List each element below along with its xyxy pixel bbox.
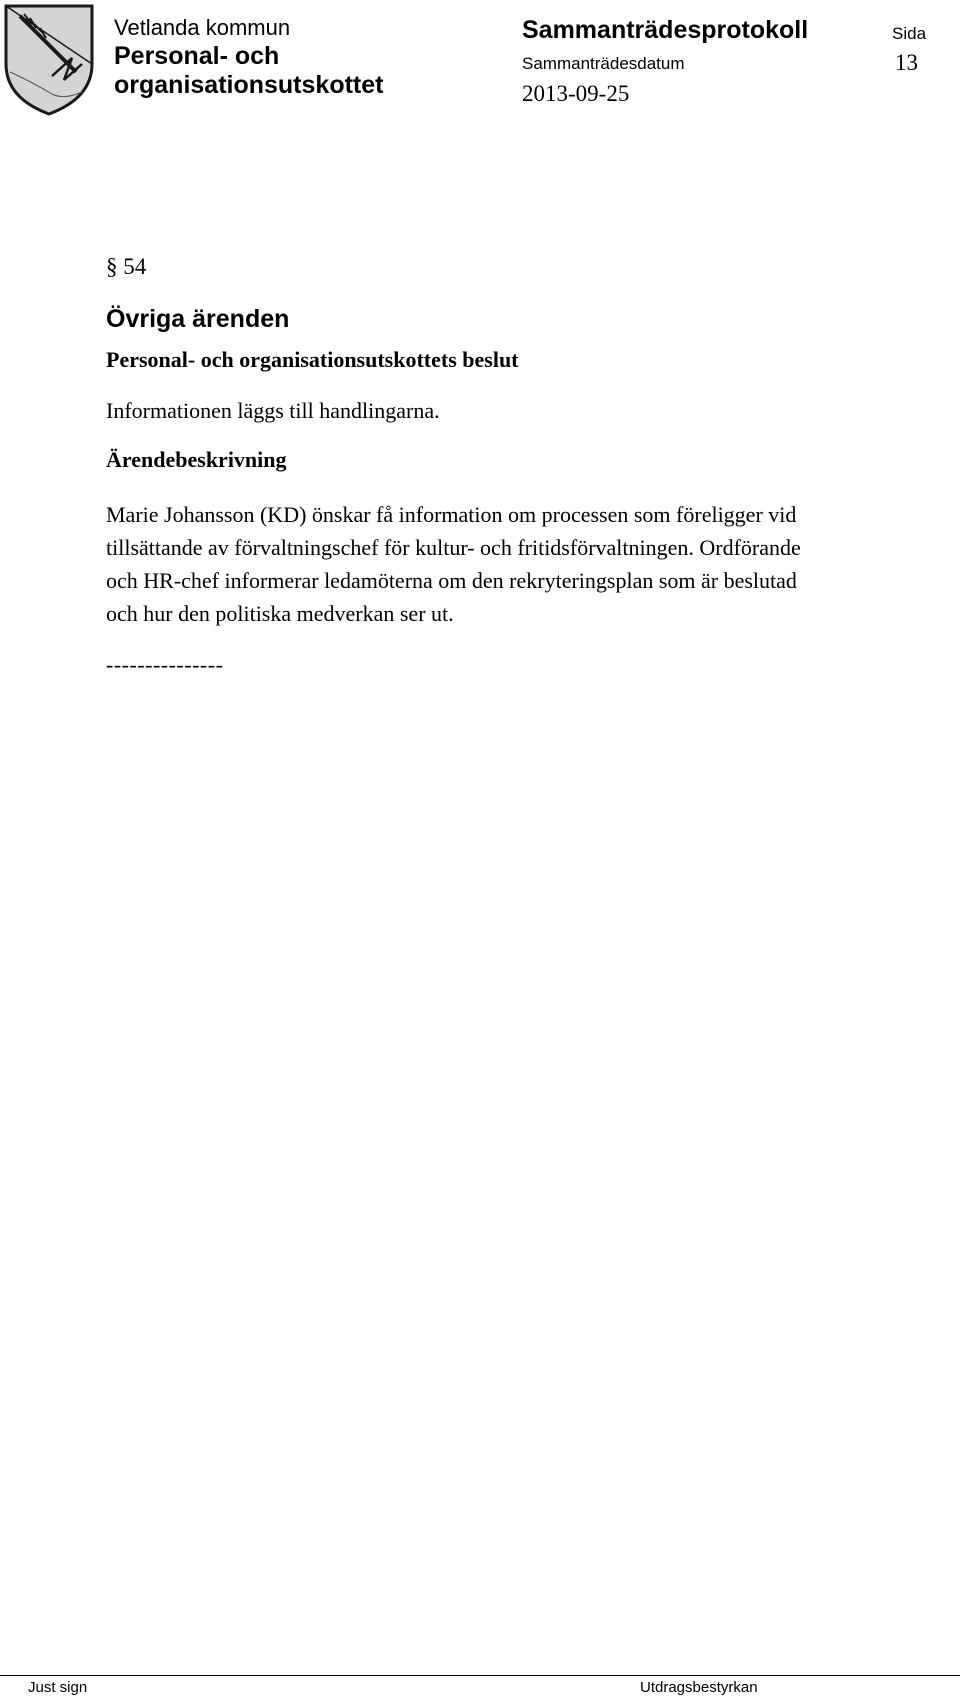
footer-divider (0, 1675, 960, 1676)
section-title: Övriga ärenden (106, 305, 290, 333)
paragraph-number: § 54 (106, 254, 147, 279)
description-line: tillsättande av förvaltningschef för kultur- och fritidsförvaltningen. Ordförande (106, 535, 801, 560)
municipality-name: Vetlanda kommun (114, 15, 291, 40)
description-text (106, 498, 946, 630)
municipality-coat-of-arms-icon (2, 2, 96, 118)
document-type: Sammanträdesprotokoll (522, 16, 809, 44)
description-line: och HR-chef informerar ledamöterna om den rekryteringsplan som är beslutad (106, 568, 797, 593)
footer-extract-certification: Utdragsbestyrkan (640, 1679, 758, 1696)
page-label: Sida (892, 24, 927, 43)
committee-name-line1: Personal- och (114, 42, 280, 70)
meeting-date-value: 2013-09-25 (522, 81, 630, 106)
description-line: Marie Johansson (KD) önskar få information om processen som föreligger vid (106, 502, 797, 527)
footer-just-sign: Just sign (28, 1679, 88, 1696)
decision-text: Informationen läggs till handlingarna. (106, 398, 440, 423)
committee-name-line2: organisationsutskottet (114, 71, 384, 99)
page-number: 13 (895, 50, 918, 75)
description-line: och hur den politiska medverkan ser ut. (106, 601, 454, 626)
decision-heading: Personal- och organisationsutskottets beslut (106, 347, 519, 372)
committee-name (114, 42, 383, 100)
section-separator: --------------- (106, 652, 224, 677)
meeting-date-label: Sammanträdesdatum (522, 54, 685, 73)
description-heading: Ärendebeskrivning (106, 447, 287, 472)
